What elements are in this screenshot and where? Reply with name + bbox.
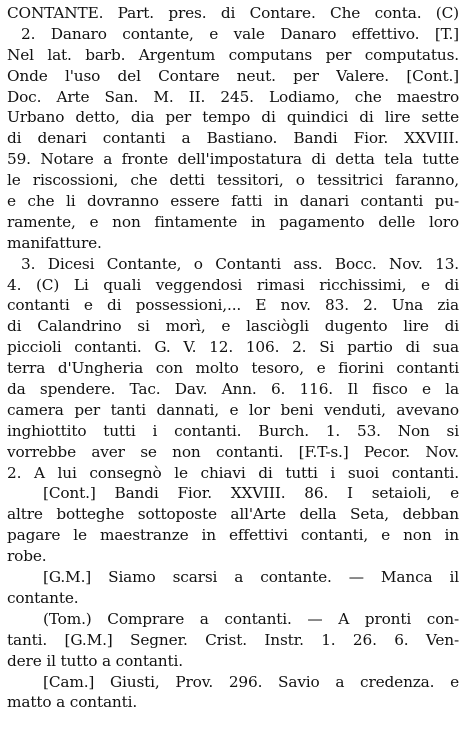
entry-line-29: contante.	[7, 588, 79, 607]
entry-line-27: robe.	[7, 547, 47, 566]
entry-line-22: vorrebbe aver se non contanti. [F.T-s.] Pecor. Nov.	[7, 442, 459, 461]
entry-line-28: [G.M.] Siamo scarsi a contante. — Manca il	[43, 568, 459, 587]
entry-line-14: 4. (C) Li quali veggendosi rimasi ricchissimi, e di	[7, 275, 459, 294]
entry-line-2: 2. Danaro contante, e vale Danaro effettivo. [T.]	[21, 24, 459, 43]
entry-line-30: (Tom.) Comprare a contanti. — A pronti con-	[43, 609, 459, 628]
entry-line-32: dere il tutto a contanti.	[7, 651, 183, 670]
entry-line-33: [Cam.] Giusti, Prov. 296. Savio a credenza. e	[43, 672, 459, 691]
entry-line-13: 3. Dicesi Contante, o Contanti ass. Bocc. Nov. 13.	[21, 254, 459, 273]
entry-line-9: le riscossioni, che detti tessitori, o tessitrici faranno,	[7, 171, 459, 190]
entry-line-8: 59. Notare a fronte dell'impostatura di detta tela tutte	[7, 150, 459, 169]
entry-line-16: di Calandrino si morì, e lasciògli dugento lire di	[7, 317, 459, 336]
entry-line-20: camera per tanti dannati, e lor beni venduti, avevano	[7, 400, 459, 419]
entry-line-23: 2. A lui consegnò le chiavi di tutti i suoi contanti.	[7, 463, 459, 482]
entry-line-31: tanti. [G.M.] Segner. Crist. Instr. 1. 26. 6. Ven-	[7, 630, 459, 649]
entry-line-4: Onde l'uso del Contare neut. per Valere. [Cont.]	[7, 66, 459, 85]
entry-line-15: contanti e di possessioni,... E nov. 83. 2. Una zia	[7, 296, 459, 315]
entry-line-12: manifatture.	[7, 233, 102, 252]
entry-line-26: pagare le maestranze in effettivi contanti, e non in	[7, 526, 459, 545]
entry-line-24: [Cont.] Bandi Fior. XXVIII. 86. I setaioli, e	[43, 484, 459, 503]
entry-line-17: piccioli contanti. G. V. 12. 106. 2. Si partio di sua	[7, 338, 459, 357]
entry-line-11: ramente, e non fintamente in pagamento delle loro	[7, 212, 459, 231]
entry-line-21: inghiottito tutti i contanti. Burch. 1. 53. Non si	[7, 421, 459, 440]
entry-line-6: Urbano detto, dia per tempo di quindici di lire sette	[7, 108, 459, 127]
entry-line-34: matto a contanti.	[7, 693, 138, 712]
entry-line-19: da spendere. Tac. Dav. Ann. 6. 116. Il fisco e la	[7, 380, 459, 399]
entry-line-18: terra d'Ungheria con molto tesoro, e fiorini contanti	[7, 359, 459, 378]
entry-line-7: di denari contanti a Bastiano. Bandi Fior. XXVIII.	[7, 129, 459, 148]
entry-line-10: e che li dovranno essere fatti in danari contanti pu-	[7, 192, 459, 211]
entry-line-3: Nel lat. barb. Argentum computans per computatus.	[7, 45, 459, 64]
entry-line-1: CONTANTE. Part. pres. di Contare. Che conta. (C)	[7, 4, 459, 22]
entry-line-5: Doc. Arte San. M. II. 245. Lodiamo, che maestro	[7, 87, 459, 106]
entry-line-25: altre botteghe sottoposte all'Arte della Seta, debban	[7, 505, 459, 524]
